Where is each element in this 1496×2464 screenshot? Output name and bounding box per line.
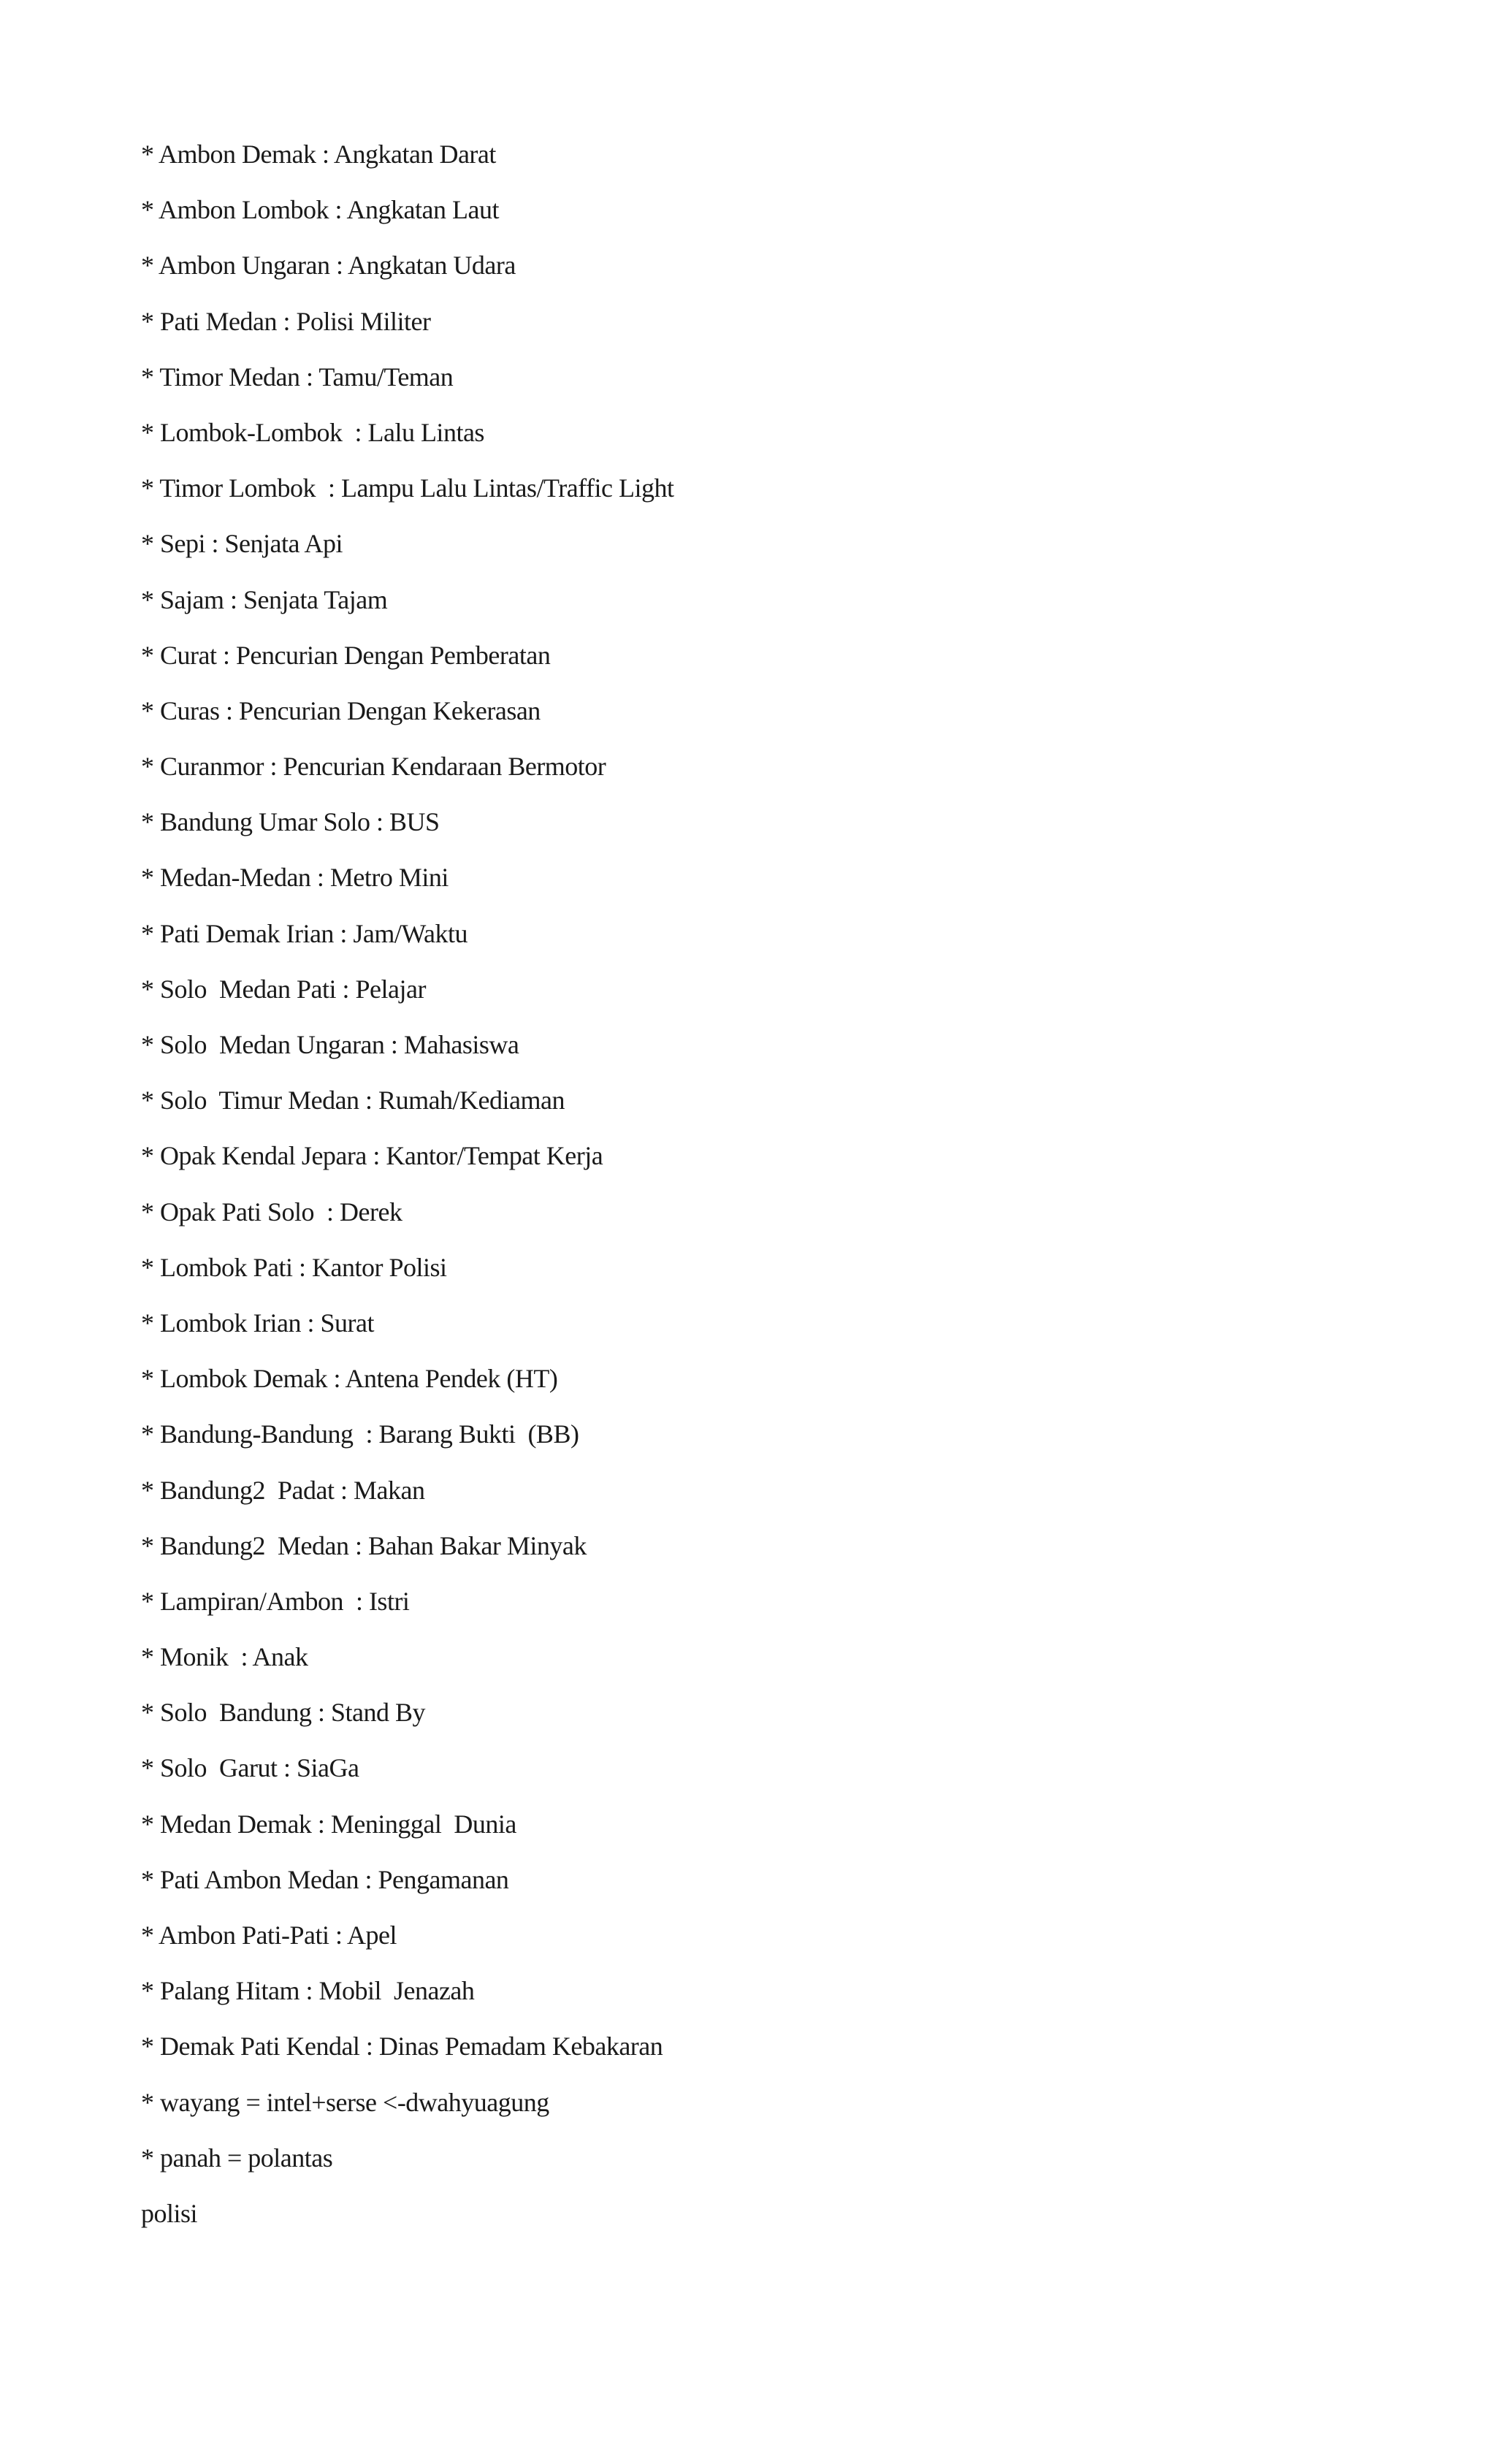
list-item: * Lombok Demak : Antena Pendek (HT) <box>141 1364 558 1394</box>
list-item: polisi <box>141 2198 198 2228</box>
list-item: * Lombok Pati : Kantor Polisi <box>141 1252 447 1282</box>
list-item: * Sepi : Senjata Api <box>141 529 343 559</box>
list-item: * Timor Medan : Tamu/Teman <box>141 362 454 392</box>
list-item: * Ambon Ungaran : Angkatan Udara <box>141 251 516 281</box>
list-item: * Solo Timur Medan : Rumah/Kediaman <box>141 1086 565 1115</box>
list-item: * Solo Medan Pati : Pelajar <box>141 974 426 1004</box>
list-item: * Opak Pati Solo : Derek <box>141 1197 402 1227</box>
list-item: * Curas : Pencurian Dengan Kekerasan <box>141 695 541 725</box>
list-item: * Solo Garut : SiaGa <box>141 1753 359 1783</box>
list-item: * Palang Hitam : Mobil Jenazah <box>141 1976 475 2006</box>
list-item: * Medan-Medan : Metro Mini <box>141 863 449 893</box>
list-item: * Curat : Pencurian Dengan Pemberatan <box>141 640 551 670</box>
list-item: * Ambon Demak : Angkatan Darat <box>141 140 496 169</box>
list-item: * Bandung2 Medan : Bahan Bakar Minyak <box>141 1530 587 1560</box>
code-list <box>141 137 673 2252</box>
list-item: * wayang = intel+serse <-dwahyuagung <box>141 2087 549 2117</box>
list-item: * Solo Medan Ungaran : Mahasiswa <box>141 1030 519 1059</box>
list-item: * Bandung Umar Solo : BUS <box>141 807 440 837</box>
list-item: * Opak Kendal Jepara : Kantor/Tempat Kerja <box>141 1141 603 1171</box>
list-item: * Solo Bandung : Stand By <box>141 1698 426 1728</box>
list-item: * Timor Lombok : Lampu Lalu Lintas/Traffic Light <box>141 473 674 503</box>
list-item: * Demak Pati Kendal : Dinas Pemadam Kebakaran <box>141 2032 663 2061</box>
list-item: * Pati Medan : Polisi Militer <box>141 306 431 336</box>
list-item: * Sajam : Senjata Tajam <box>141 584 388 614</box>
list-item: * Bandung-Bandung : Barang Bukti (BB) <box>141 1419 579 1449</box>
list-item: * Pati Demak Irian : Jam/Waktu <box>141 918 468 948</box>
list-item: * Lombok Irian : Surat <box>141 1308 374 1338</box>
list-item: * Bandung2 Padat : Makan <box>141 1475 425 1505</box>
list-item: * panah = polantas <box>141 2143 333 2173</box>
list-item: * Ambon Pati-Pati : Apel <box>141 1921 397 1950</box>
list-item: * Lampiran/Ambon : Istri <box>141 1586 410 1616</box>
list-item: * Ambon Lombok : Angkatan Laut <box>141 195 499 225</box>
list-item: * Curanmor : Pencurian Kendaraan Bermotor <box>141 752 606 782</box>
list-item: * Lombok-Lombok : Lalu Lintas <box>141 417 484 447</box>
list-item: * Pati Ambon Medan : Pengamanan <box>141 1864 509 1894</box>
list-item: * Medan Demak : Meninggal Dunia <box>141 1809 516 1839</box>
list-item: * Monik : Anak <box>141 1642 308 1672</box>
